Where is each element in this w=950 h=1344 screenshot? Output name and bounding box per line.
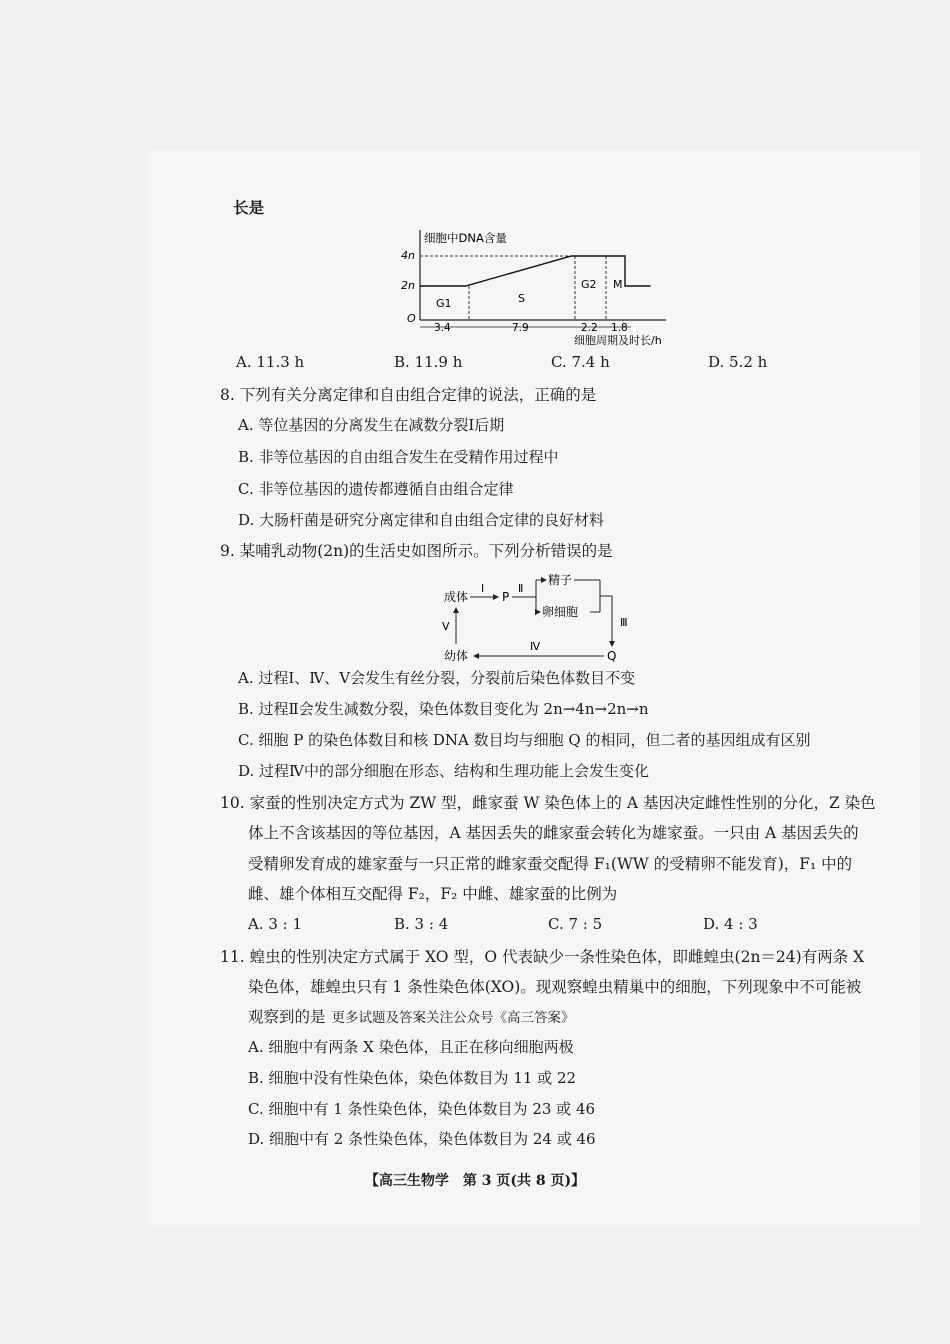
node-adult: 成体 bbox=[444, 590, 469, 604]
node-q: Q bbox=[607, 649, 617, 663]
q10-option-a[interactable]: A. 3 : 1 bbox=[248, 915, 303, 933]
node-juvenile: 幼体 bbox=[444, 649, 469, 663]
duration-g1: 3.4 bbox=[434, 322, 451, 334]
q8-option-a[interactable]: A. 等位基因的分离发生在减数分裂Ⅰ后期 bbox=[238, 416, 505, 434]
label-step4: Ⅳ bbox=[530, 640, 541, 653]
page-footer: 【高三生物学 第 3 页(共 8 页)】 bbox=[364, 1173, 586, 1189]
dna-content-chart bbox=[398, 226, 688, 346]
q11-option-a[interactable]: A. 细胞中有两条 X 染色体，且正在移向细胞两极 bbox=[248, 1038, 574, 1056]
node-p: P bbox=[502, 590, 510, 604]
q7-option-d[interactable]: D. 5.2 h bbox=[708, 353, 768, 371]
q11-option-c[interactable]: C. 细胞中有 1 条性染色体，染色体数目为 23 或 46 bbox=[248, 1100, 596, 1118]
node-sperm: 精子 bbox=[548, 573, 573, 587]
q11-stem-line-3-text: 观察到的是 bbox=[248, 1008, 326, 1026]
q8-option-d[interactable]: D. 大肠杆菌是研究分离定律和自由组合定律的良好材料 bbox=[238, 511, 605, 529]
q7-stem-tail: 长是 bbox=[233, 198, 265, 217]
phase-label-g2: G2 bbox=[581, 278, 597, 291]
duration-s: 7.9 bbox=[512, 322, 529, 334]
q10-option-c[interactable]: C. 7 : 5 bbox=[548, 915, 603, 933]
q8-option-b[interactable]: B. 非等位基因的自由组合发生在受精作用过程中 bbox=[238, 448, 559, 466]
q7-option-c[interactable]: C. 7.4 h bbox=[551, 353, 610, 371]
q7-option-b[interactable]: B. 11.9 h bbox=[394, 353, 463, 371]
q10-option-d[interactable]: D. 4 : 3 bbox=[703, 915, 758, 933]
phase-label-m: M bbox=[613, 278, 623, 291]
q10-stem-line-3: 受精卵发育成的雄家蚕与一只正常的雌家蚕交配得 F₁(WW 的受精卵不能发育)，F₁ 中的 bbox=[248, 855, 853, 873]
q7-option-a[interactable]: A. 11.3 h bbox=[236, 353, 305, 371]
phase-label-g1: G1 bbox=[436, 297, 452, 310]
q10-stem-line-1: 10. 家蚕的性别决定方式为 ZW 型，雌家蚕 W 染色体上的 A 基因决定雌性性别的分化，Z 染色 bbox=[220, 794, 876, 812]
node-egg: 卵细胞 bbox=[542, 605, 579, 619]
phase-label-s: S bbox=[518, 292, 525, 305]
duration-g2: 2.2 bbox=[581, 322, 598, 334]
life-cycle-diagram bbox=[440, 570, 650, 665]
x-axis-label: 细胞周期及时长/h bbox=[574, 334, 662, 346]
tick-2n: 2n bbox=[401, 279, 415, 292]
label-step5: Ⅴ bbox=[442, 620, 450, 633]
q9-option-d[interactable]: D. 过程Ⅳ中的部分细胞在形态、结构和生理功能上会发生变化 bbox=[238, 762, 650, 780]
q10-stem-line-2: 体上不含该基因的等位基因，A 基因丢失的雌家蚕会转化为雄家蚕。一只由 A 基因丢失的 bbox=[248, 824, 859, 842]
q8-option-c[interactable]: C. 非等位基因的遗传都遵循自由组合定律 bbox=[238, 480, 514, 498]
q9-option-a[interactable]: A. 过程Ⅰ、Ⅳ、Ⅴ会发生有丝分裂，分裂前后染色体数目不变 bbox=[238, 669, 636, 687]
chart-title: 细胞中DNA含量 bbox=[424, 231, 507, 245]
q9-option-b[interactable]: B. 过程Ⅱ会发生减数分裂，染色体数目变化为 2n→4n→2n→n bbox=[238, 700, 649, 718]
q11-option-b[interactable]: B. 细胞中没有性染色体，染色体数目为 11 或 22 bbox=[248, 1069, 577, 1087]
origin-label: O bbox=[407, 312, 416, 325]
q11-stem-line-3 bbox=[248, 1010, 575, 1026]
label-step2: Ⅱ bbox=[518, 582, 524, 595]
q8-stem: 8. 下列有关分离定律和自由组合定律的说法，正确的是 bbox=[220, 386, 597, 404]
duration-m: 1.8 bbox=[611, 322, 628, 334]
q10-option-b[interactable]: B. 3 : 4 bbox=[394, 915, 449, 933]
label-step1: Ⅰ bbox=[481, 582, 485, 595]
q11-option-d[interactable]: D. 细胞中有 2 条性染色体，染色体数目为 24 或 46 bbox=[248, 1130, 596, 1148]
q11-stem-line-2: 染色体，雄蝗虫只有 1 条性染色体(XO)。现观察蝗虫精巢中的细胞，下列现象中不可能被 bbox=[248, 978, 862, 996]
q10-stem-line-4: 雌、雄个体相互交配得 F₂，F₂ 中雌、雄家蚕的比例为 bbox=[248, 885, 618, 903]
q9-stem: 9. 某哺乳动物(2n)的生活史如图所示。下列分析错误的是 bbox=[220, 542, 613, 560]
tick-4n: 4n bbox=[401, 249, 415, 262]
promo-note: 更多试题及答案关注公众号《高三答案》 bbox=[331, 1010, 575, 1026]
q11-stem-line-1: 11. 蝗虫的性别决定方式属于 XO 型，O 代表缺少一条性染色体，即雌蝗虫(2n＝24)有两条 X bbox=[220, 948, 865, 966]
label-step3: Ⅲ bbox=[620, 616, 628, 629]
q9-option-c[interactable]: C. 细胞 P 的染色体数目和核 DNA 数目均与细胞 Q 的相同，但二者的基因组成有区别 bbox=[238, 731, 811, 749]
